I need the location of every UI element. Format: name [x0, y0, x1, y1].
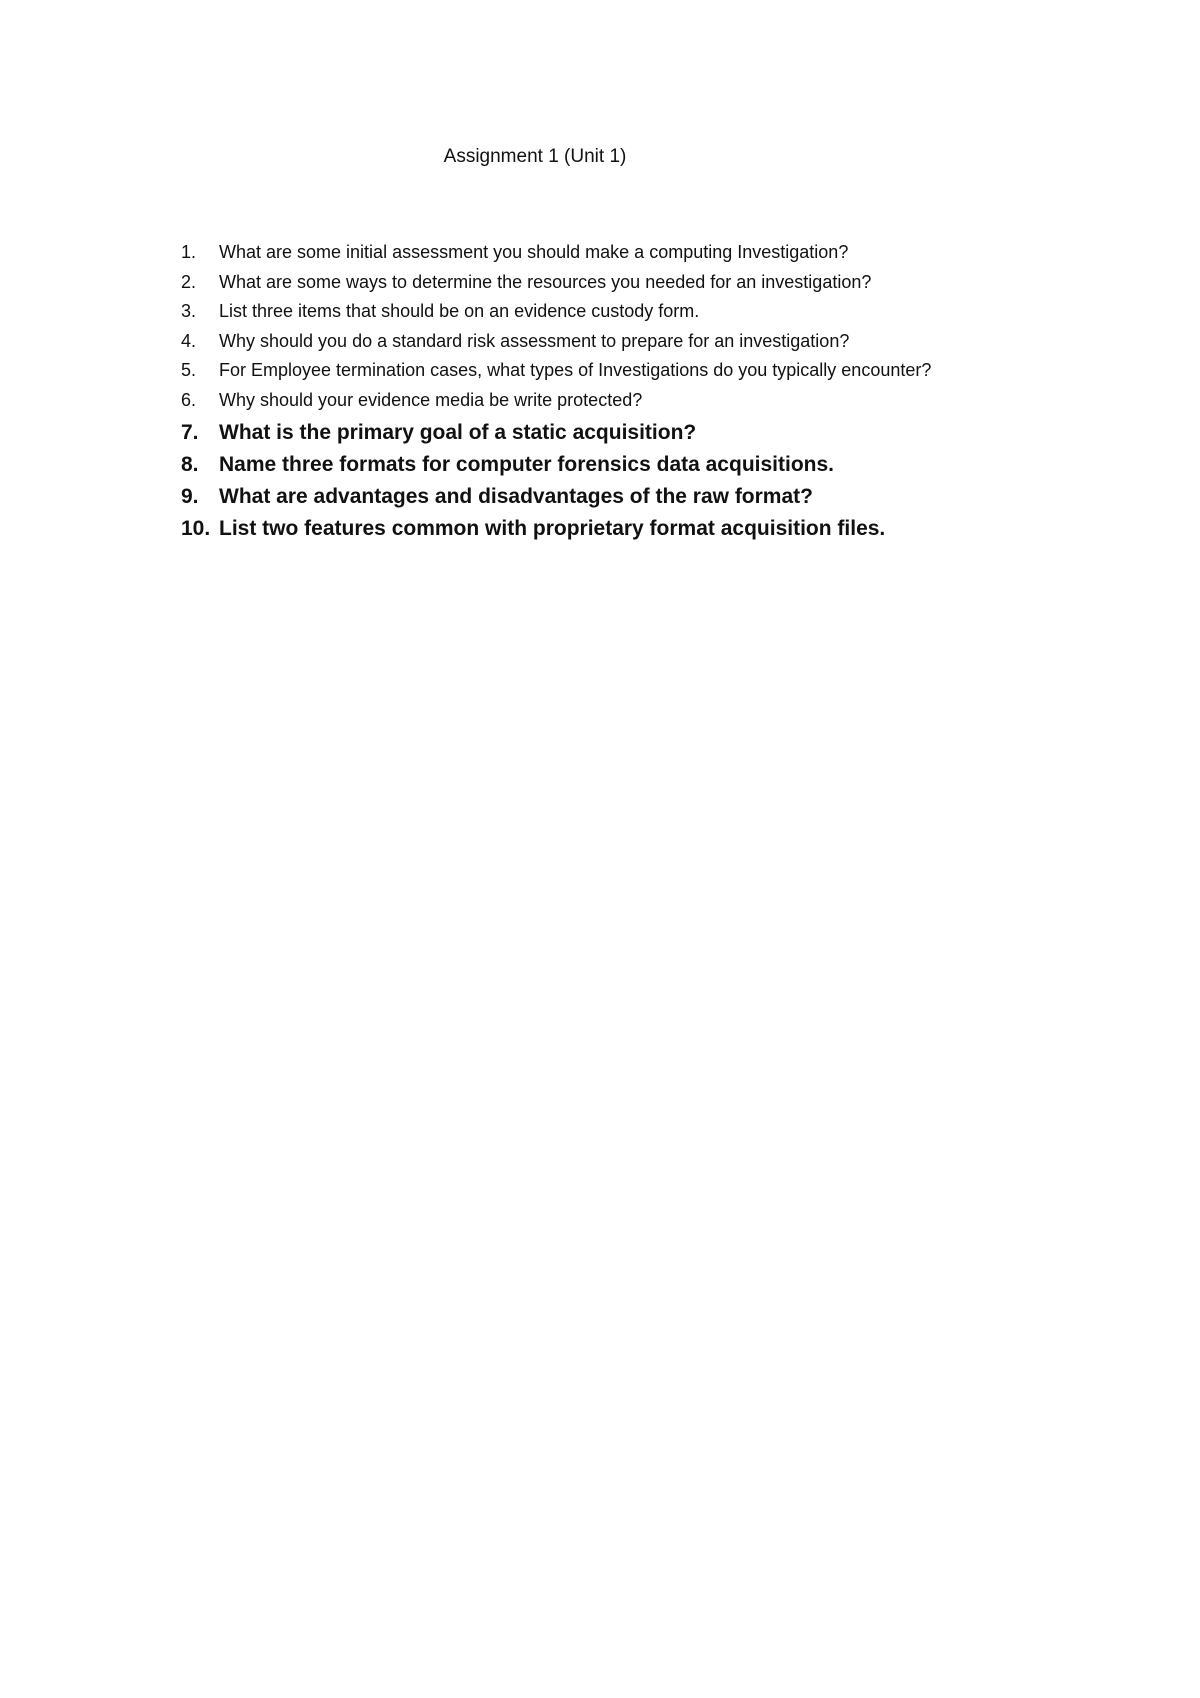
question-item [181, 386, 1081, 416]
question-number: 4. [181, 330, 197, 351]
question-text: Why should you do a standard risk assessment to prepare for an investigation? [219, 330, 850, 351]
question-text: What are some ways to determine the resources you needed for an investigation? [219, 271, 872, 292]
question-number: 10. [181, 517, 211, 540]
question-item [181, 481, 1081, 513]
question-number: 5. [181, 360, 197, 380]
question-number: 6. [181, 389, 197, 410]
question-text: What are advantages and disadvantages of the raw format? [219, 485, 813, 508]
question-number: 9. [181, 485, 199, 508]
question-item [181, 356, 1081, 386]
question-text: For Employee termination cases, what types of Investigations do you typically encounter? [219, 360, 932, 380]
question-text: List two features common with proprietary format acquisition files. [219, 517, 886, 540]
question-text: Name three formats for computer forensics data acquisitions. [219, 453, 834, 476]
question-item [181, 297, 1081, 327]
question-list [181, 238, 1081, 545]
question-item [181, 513, 1081, 545]
question-text: What are some initial assessment you should make a computing Investigation? [219, 242, 849, 262]
question-item [181, 238, 1081, 268]
question-number: 8. [181, 453, 199, 476]
question-text: List three items that should be on an evidence custody form. [219, 301, 700, 321]
question-text: What is the primary goal of a static acquisition? [219, 421, 697, 444]
question-item [181, 449, 1081, 481]
question-number: 1. [181, 242, 197, 262]
question-item [181, 417, 1081, 449]
question-item [181, 327, 1081, 357]
question-number: 3. [181, 301, 197, 321]
question-item [181, 268, 1081, 298]
question-number: 7. [181, 421, 199, 444]
question-text: Why should your evidence media be write protected? [219, 389, 643, 410]
question-number: 2. [181, 271, 197, 292]
page-title: Assignment 1 (Unit 1) [443, 146, 627, 167]
